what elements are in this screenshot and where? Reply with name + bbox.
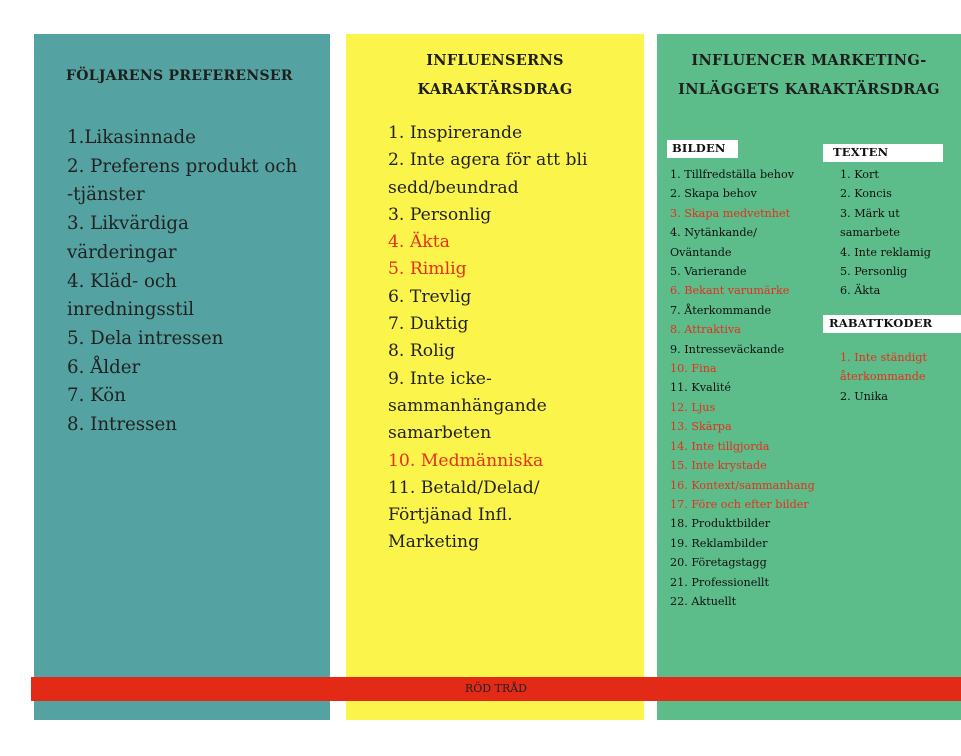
list-item: 2. Koncis (840, 187, 892, 201)
list-item: Marketing (388, 532, 480, 553)
list-item: 2. Preferens produkt och (67, 155, 298, 177)
discount-codes-list (840, 348, 960, 406)
list-item: samarbeten (388, 423, 492, 444)
list-item: 5. Rimlig (388, 259, 467, 280)
list-item: 2. Unika (840, 389, 888, 403)
common-thread-bar: RÖD TRÅD (31, 677, 961, 701)
list-item: återkommande (840, 370, 926, 384)
list-item: 7. Återkommande (670, 303, 772, 317)
list-item: 4. Inte reklamig (840, 245, 931, 259)
list-item: Oväntande (670, 245, 732, 259)
text-section-label: TEXTEN (823, 144, 943, 162)
list-item: 3. Likvärdiga (67, 213, 189, 235)
list-item: 21. Professionellt (670, 575, 769, 589)
list-item: 14. Inte tillgjorda (670, 439, 770, 453)
list-item: 12. Ljus (670, 400, 716, 414)
followers-preferences-list (67, 124, 329, 440)
image-section-label: BILDEN (667, 140, 738, 158)
list-item: 6. Bekant varumärke (670, 284, 790, 298)
influencer-traits-column (346, 34, 644, 720)
list-item: 1.Likasinnade (67, 127, 196, 148)
list-item: 11. Kvalité (670, 381, 731, 395)
list-item: 17. Före och efter bilder (670, 497, 809, 511)
list-item: 7. Kön (67, 385, 126, 407)
list-item: 5. Varierande (670, 265, 747, 279)
list-item: 9. Inte icke- (388, 368, 492, 389)
list-item: 11. Betald/Delad/ (388, 477, 540, 498)
list-item: 22. Aktuellt (670, 594, 737, 608)
image-traits-list (670, 165, 845, 611)
post-title-line-2: INLÄGGETS KARAKTÄRSDRAG (678, 81, 940, 98)
list-item: 9. Intresseväckande (670, 342, 785, 356)
list-item: sammanhängande (388, 395, 547, 416)
list-item: 8. Intressen (67, 414, 177, 436)
list-item: inredningsstil (67, 299, 195, 321)
list-item: 7. Duktig (388, 314, 469, 335)
list-item: 15. Inte krystade (670, 459, 767, 473)
list-item: 6. Trevlig (388, 286, 472, 307)
influencer-title-line-1: INFLUENSERNS (426, 52, 564, 69)
list-item: 13. Skärpa (670, 420, 732, 434)
list-item: 10. Medmänniska (388, 450, 544, 471)
list-item: värderingar (67, 241, 177, 263)
post-traits-column (657, 34, 961, 720)
list-item: 5. Personlig (840, 265, 908, 279)
list-item: -tjänster (67, 184, 145, 206)
list-item: 3. Märk ut (840, 206, 900, 220)
discount-codes-section-label: RABATTKODER (823, 315, 961, 333)
list-item: 2. Skapa behov (670, 187, 757, 201)
influencer-traits-list (388, 120, 643, 557)
list-item: samarbete (840, 226, 900, 240)
list-item: 10. Fina (670, 362, 717, 376)
influencer-column-title (346, 46, 644, 104)
list-item: Förtjänad Infl. (388, 505, 513, 526)
followers-column-title: FÖLJARENS PREFERENSER (66, 68, 293, 84)
list-item: 6. Äkta (840, 284, 881, 298)
post-column-title (657, 46, 961, 104)
list-item: 19. Reklambilder (670, 536, 768, 550)
list-item: 4. Nytänkande/ (670, 226, 757, 240)
list-item: 5. Dela intressen (67, 327, 224, 349)
list-item: 4. Äkta (388, 232, 450, 253)
list-item: 3. Skapa medvetnhet (670, 206, 791, 220)
list-item: 1. Inte ständigt (840, 351, 928, 364)
list-item: 8. Attraktiva (670, 323, 741, 337)
list-item: 1. Kort (840, 168, 879, 181)
list-item: 16. Kontext/sammanhang (670, 478, 815, 492)
list-item: 1. Inspirerande (388, 123, 523, 143)
influencer-title-line-2: KARAKTÄRSDRAG (417, 81, 573, 98)
list-item: 6. Ålder (67, 356, 141, 378)
text-traits-list (840, 165, 958, 301)
list-item: 2. Inte agera för att bli (388, 150, 588, 171)
followers-preferences-column (34, 34, 330, 720)
list-item: 8. Rolig (388, 341, 456, 362)
list-item: 18. Produktbilder (670, 517, 771, 531)
list-item: sedd/beundrad (388, 177, 519, 198)
list-item: 1. Tillfredställa behov (670, 168, 795, 181)
list-item: 4. Kläd- och (67, 270, 177, 292)
post-title-line-1: INFLUENCER MARKETING- (691, 52, 927, 69)
list-item: 20. Företagstagg (670, 556, 767, 570)
list-item: 3. Personlig (388, 204, 492, 225)
